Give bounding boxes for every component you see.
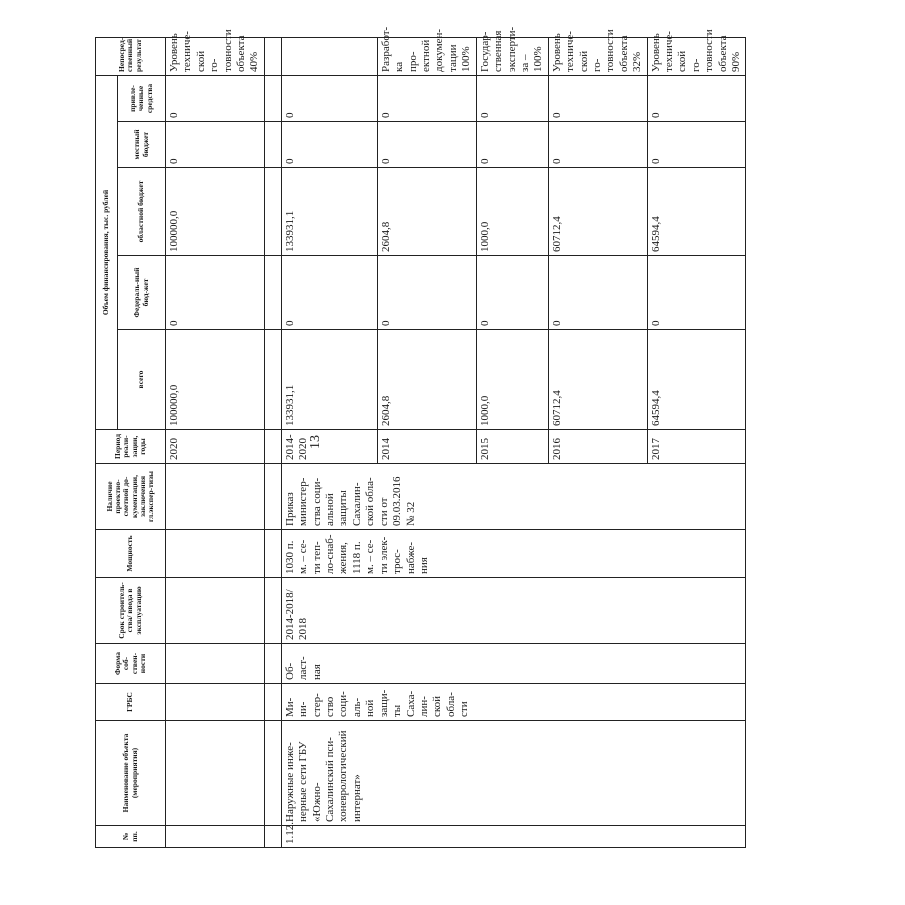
cell-total: 1000,0 <box>476 330 548 430</box>
cell-federal: 0 <box>647 256 746 330</box>
cell-period: 2016 <box>548 430 647 464</box>
cell-period: 2020 <box>166 430 265 464</box>
cell-total: 64594,4 <box>647 330 746 430</box>
cell-local: 0 <box>548 122 647 168</box>
cell-result: Уровень техниче-ской го-товности объекта 90% <box>647 37 746 75</box>
rotated-table-area <box>95 26 905 848</box>
cell-regional: 60712,4 <box>548 168 647 256</box>
cell-regional: 2604,8 <box>377 168 476 256</box>
cell-regional: 133931,1 <box>281 168 377 256</box>
cell-period: 2017 <box>647 430 746 464</box>
col-header-funding: Объем финансирования, тыс. рублей <box>96 75 118 429</box>
cell-result: Разработ-ка про-ектной докумен-тации 100% <box>377 37 476 75</box>
cell-regional: 1000,0 <box>476 168 548 256</box>
cell-item-ownership: Об-ласт-ная <box>281 644 746 684</box>
cell-local: 0 <box>647 122 746 168</box>
cell-result: Уровень техниче-ской го-товности объекта 32% <box>548 37 647 75</box>
cell-private: 0 <box>281 75 377 121</box>
cell-regional: 100000,0 <box>166 168 265 256</box>
col-header-ownership: Форма соб-ствен-ности <box>96 644 166 684</box>
cell-item-num: 1.12. <box>281 826 746 848</box>
cell-local: 0 <box>166 122 265 168</box>
col-header-result: Непосред-ственный результат <box>96 37 166 75</box>
funding-table <box>95 26 746 848</box>
col-header-private: привле-ченные средства <box>118 75 166 121</box>
cell-item-docs: Приказ министер-ства соци-альной защиты Сахалин-ской обла-сти от 09.03.2016 № 32 <box>281 464 746 530</box>
col-header-name: Наименование объекта (мероприятия) <box>96 721 166 826</box>
cell-local: 0 <box>281 122 377 168</box>
cell-private: 0 <box>548 75 647 121</box>
cell-federal: 0 <box>476 256 548 330</box>
cell-result: Государ-ственная эксперти-за – 100% <box>476 37 548 75</box>
cell-local: 0 <box>377 122 476 168</box>
spacer-row <box>264 37 281 847</box>
col-header-grbs: ГРБС <box>96 684 166 721</box>
header-row-1 <box>96 37 118 847</box>
cell-private: 0 <box>647 75 746 121</box>
cell-period: 2015 <box>476 430 548 464</box>
cell-private: 0 <box>476 75 548 121</box>
cell-federal: 0 <box>377 256 476 330</box>
cell-item-capacity: 1030 п. м. – се-ти теп-ло-снаб-жения, 1118 п. м. – се-ти элек-трос-набже-ния <box>281 530 746 578</box>
cell-total: 2604,8 <box>377 330 476 430</box>
cell-regional: 64594,4 <box>647 168 746 256</box>
cell-federal: 0 <box>281 256 377 330</box>
cell-total: 100000,0 <box>166 330 265 430</box>
cell-item-name: Наружные инже-нерные сети ГБУ «Южно-Сахалинский пси-хоневрологический интернат» <box>281 721 746 826</box>
cell-private: 0 <box>377 75 476 121</box>
cell-local: 0 <box>476 122 548 168</box>
cell-item-term: 2014-2018/ 2018 <box>281 578 746 644</box>
col-header-federal: Федераль-ный бюд-жет <box>118 256 166 330</box>
table-row-2020 <box>166 37 265 847</box>
col-header-capacity: Мощность <box>96 530 166 578</box>
cell-federal: 0 <box>548 256 647 330</box>
cell-private: 0 <box>166 75 265 121</box>
cell-result: Уровень техниче-ской го-товности объекта 40% <box>166 37 265 75</box>
cell-result <box>281 37 377 75</box>
cell-period: 2014 <box>377 430 476 464</box>
cell-federal: 0 <box>166 256 265 330</box>
cell-total: 60712,4 <box>548 330 647 430</box>
col-header-num: № пп. <box>96 826 166 848</box>
col-header-docs: Наличие проектно-сметной до-кументации, заключения гл.экспер-тизы <box>96 464 166 530</box>
col-header-local: местный бюджет <box>118 122 166 168</box>
col-header-regional: областной бюджет <box>118 168 166 256</box>
cell-item-grbs: Ми-ни-стер-ство соци-аль-ной защи-ты Саха-лин-ской обла-сти <box>281 684 746 721</box>
col-header-term: Срок строитель-ства/ ввода в эксплуатацию <box>96 578 166 644</box>
cell-total: 133931,1 <box>281 330 377 430</box>
page-number-text: 13 <box>308 435 323 449</box>
cell-period: 2014-2020 <box>281 430 377 464</box>
col-header-total: всего <box>118 330 166 430</box>
table-row-2014-2020 <box>281 37 377 847</box>
col-header-period: Период реали-зации, годы <box>96 430 166 464</box>
